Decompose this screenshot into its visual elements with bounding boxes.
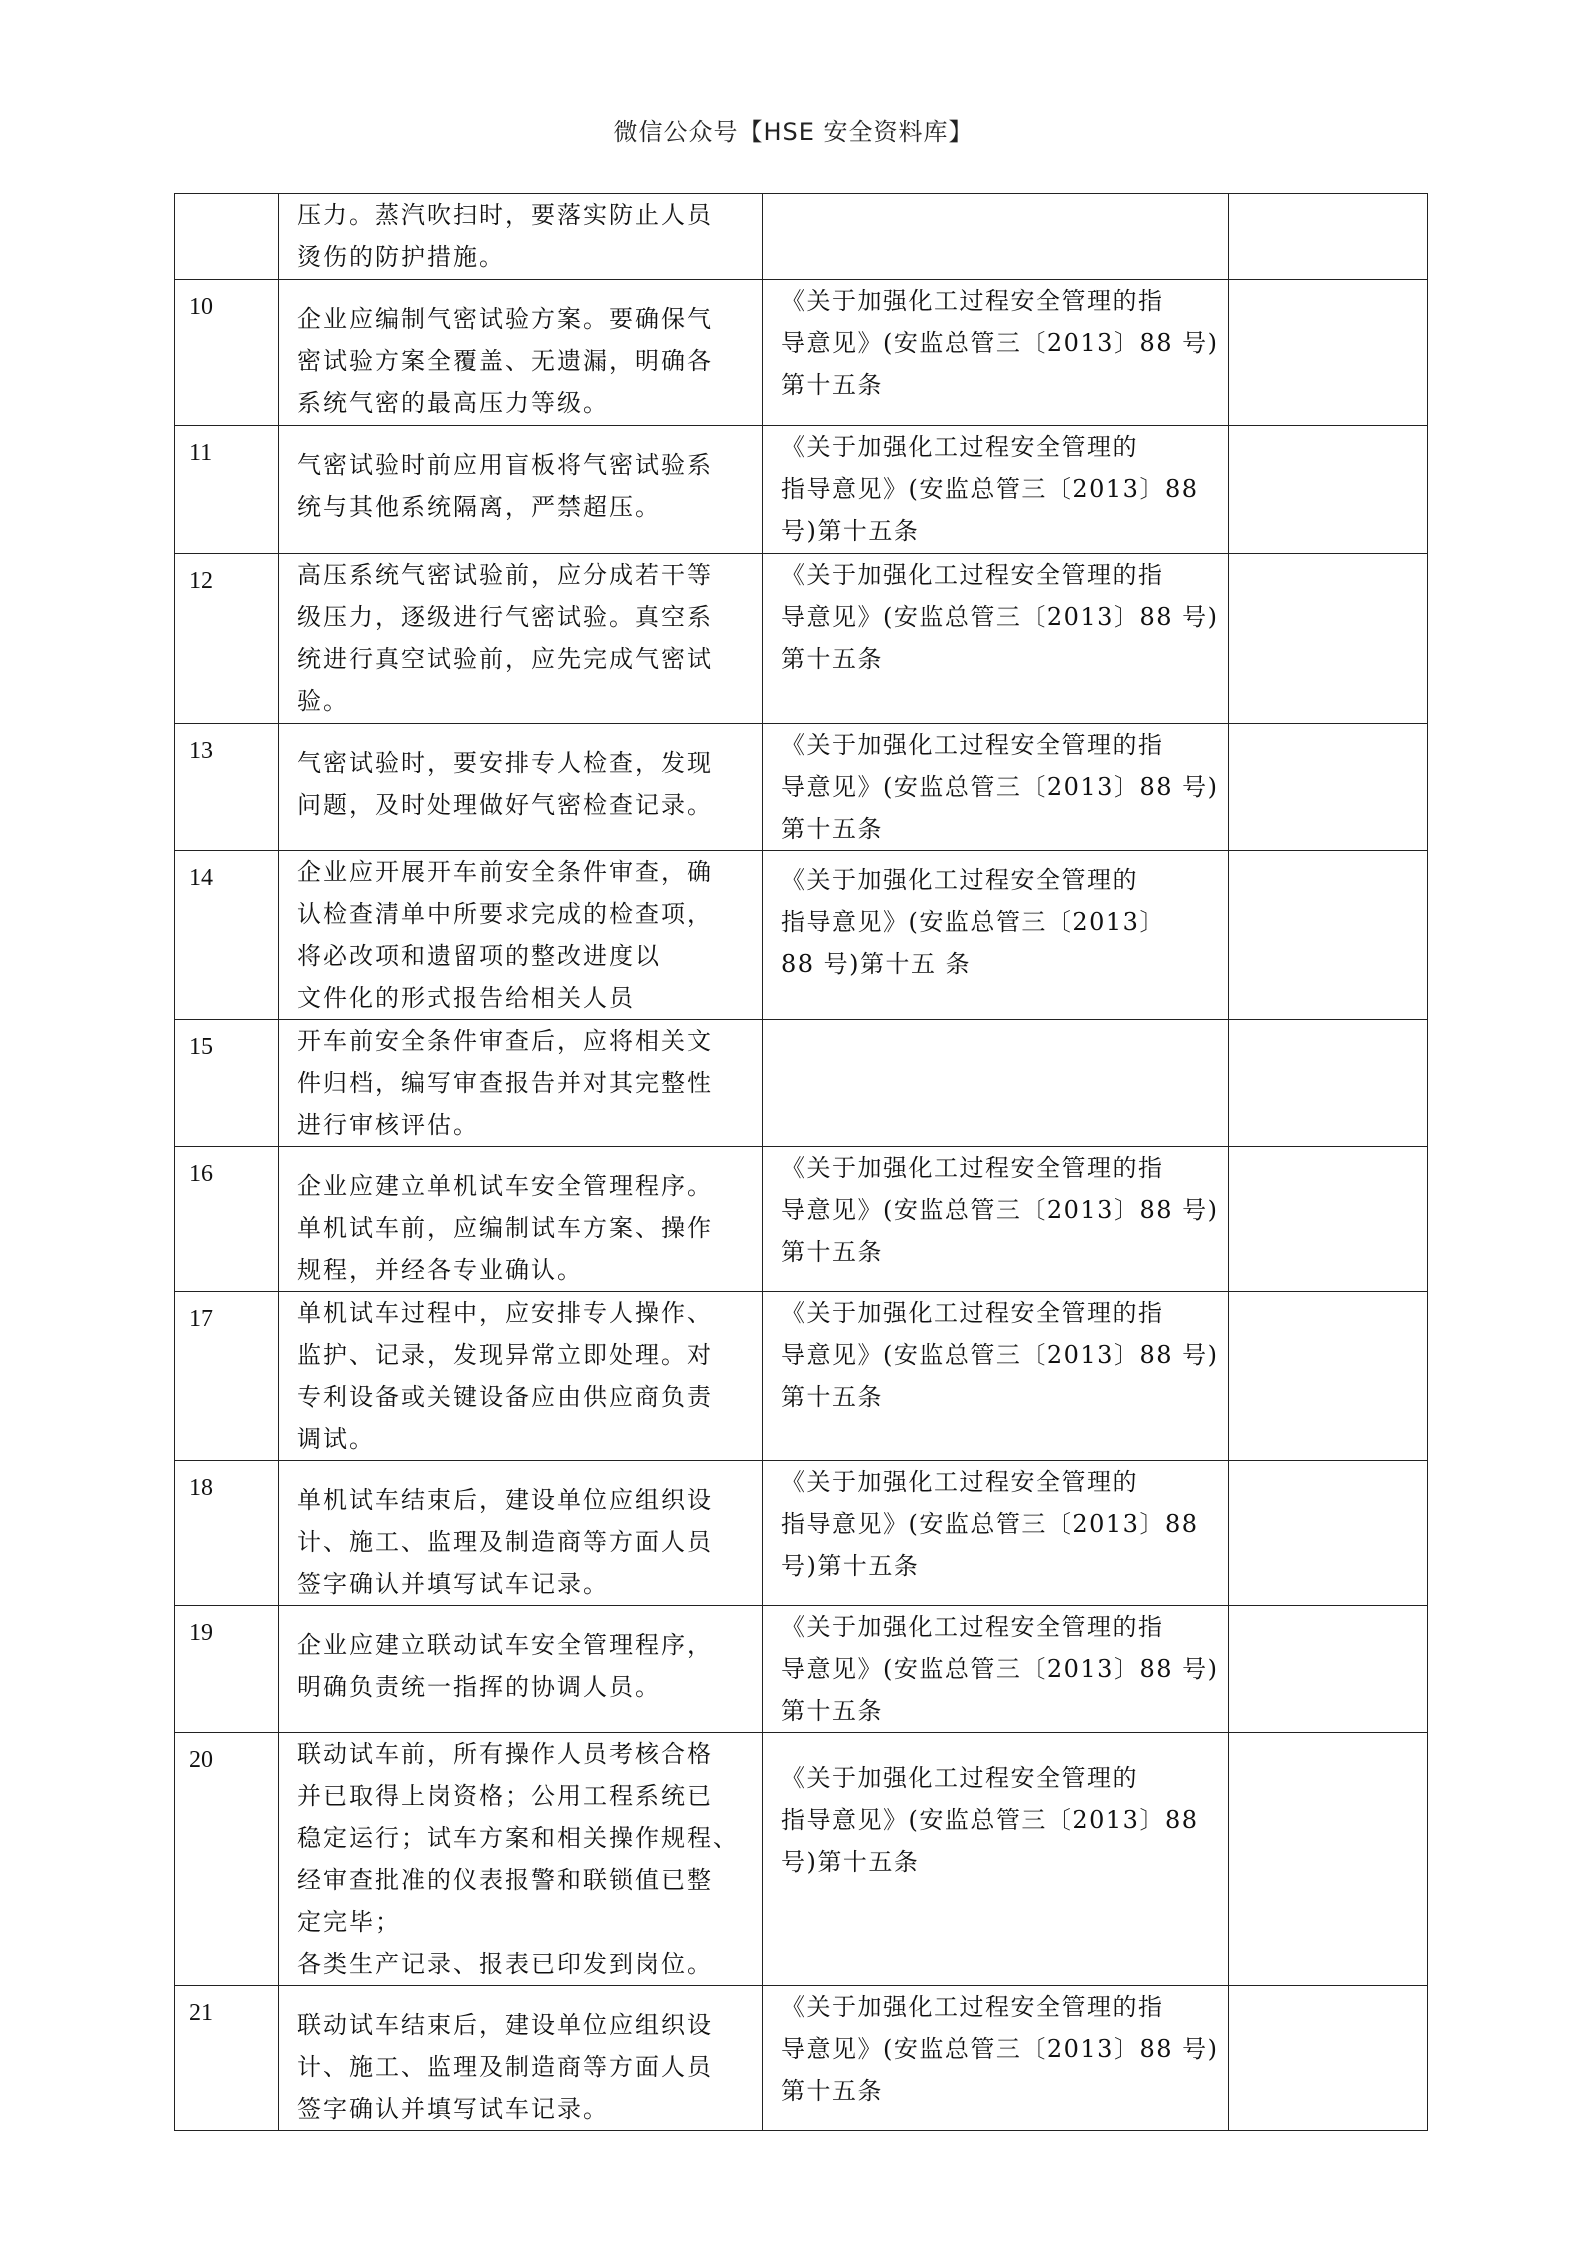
- basis-line: 《关于加强化工过程安全管理的指: [781, 561, 1164, 589]
- requirement-line: 稳定运行；试车方案和相关操作规程、: [297, 1824, 739, 1852]
- requirement-line: 件归档，编写审查报告并对其完整性: [297, 1069, 713, 1097]
- item-number: 18: [175, 1461, 279, 1606]
- remarks-cell: [1229, 1292, 1428, 1461]
- item-number: 15: [175, 1020, 279, 1147]
- requirement-line: 计、施工、监理及制造商等方面人员: [297, 2053, 713, 2081]
- requirement-cell: [279, 851, 763, 1020]
- checklist-table: [174, 193, 1428, 2131]
- requirement-cell: [279, 1147, 763, 1292]
- basis-cell: [763, 1606, 1229, 1733]
- requirement-line: 监护、记录，发现异常立即处理。对: [297, 1341, 713, 1369]
- basis-cell: [763, 280, 1229, 426]
- requirement-line: 系统气密的最高压力等级。: [297, 389, 609, 417]
- basis-line: 导意见》(安监总管三〔2013〕88 号): [781, 1341, 1219, 1369]
- requirement-cell: [279, 426, 763, 554]
- table-row: [175, 426, 1428, 554]
- requirement-line: 认检查清单中所要求完成的检查项，: [297, 900, 713, 928]
- requirement-line: 文件化的形式报告给相关人员: [297, 984, 635, 1012]
- basis-line: 指导意见》(安监总管三〔2013〕88: [781, 1510, 1199, 1538]
- requirement-line: 规程，并经各专业确认。: [297, 1256, 583, 1284]
- remarks-cell: [1229, 554, 1428, 724]
- requirement-line: 密试验方案全覆盖、无遗漏，明确各: [297, 347, 713, 375]
- basis-line: 导意见》(安监总管三〔2013〕88 号): [781, 773, 1219, 801]
- requirement-line: 企业应编制气密试验方案。要确保气: [297, 305, 713, 333]
- remarks-cell: [1229, 280, 1428, 426]
- basis-line: 第十五条: [781, 815, 883, 843]
- remarks-cell: [1229, 1020, 1428, 1147]
- requirement-cell: [279, 1020, 763, 1147]
- basis-line: 号)第十五条: [781, 1848, 920, 1876]
- item-number: 21: [175, 1986, 279, 2131]
- table-row: [175, 554, 1428, 724]
- basis-line: 第十五条: [781, 1697, 883, 1725]
- requirement-line: 联动试车前，所有操作人员考核合格: [297, 1740, 713, 1768]
- requirement-cell: [279, 1733, 763, 1986]
- basis-cell: [763, 851, 1229, 1020]
- item-number: [175, 194, 279, 280]
- basis-line: 《关于加强化工过程安全管理的指: [781, 1613, 1164, 1641]
- basis-line: 指导意见》(安监总管三〔2013〕88: [781, 1806, 1199, 1834]
- requirement-line: 气密试验时，要安排专人检查，发现: [297, 749, 713, 777]
- basis-line: 指导意见》(安监总管三〔2013〕88: [781, 475, 1199, 503]
- remarks-cell: [1229, 724, 1428, 851]
- requirement-line: 单机试车前，应编制试车方案、操作: [297, 1214, 713, 1242]
- table-row: [175, 1147, 1428, 1292]
- basis-line: 号)第十五条: [781, 517, 920, 545]
- requirement-line: 签字确认并填写试车记录。: [297, 1570, 609, 1598]
- requirement-line: 调试。: [297, 1425, 375, 1453]
- remarks-cell: [1229, 1733, 1428, 1986]
- basis-line: 导意见》(安监总管三〔2013〕88 号): [781, 2035, 1219, 2063]
- item-number: 10: [175, 280, 279, 426]
- basis-line: 《关于加强化工过程安全管理的指: [781, 731, 1164, 759]
- requirement-cell: [279, 554, 763, 724]
- table-row: [175, 724, 1428, 851]
- requirement-cell: [279, 194, 763, 280]
- basis-line: 88 号)第十五 条: [781, 950, 972, 978]
- requirement-line: 开车前安全条件审查后，应将相关文: [297, 1027, 713, 1055]
- basis-cell: [763, 1292, 1229, 1461]
- basis-line: 《关于加强化工过程安全管理的: [781, 1468, 1138, 1496]
- requirement-line: 问题，及时处理做好气密检查记录。: [297, 791, 713, 819]
- requirement-line: 联动试车结束后，建设单位应组织设: [297, 2011, 713, 2039]
- remarks-cell: [1229, 1147, 1428, 1292]
- requirement-line: 专利设备或关键设备应由供应商负责: [297, 1383, 713, 1411]
- item-number: 12: [175, 554, 279, 724]
- basis-line: 《关于加强化工过程安全管理的指: [781, 1154, 1164, 1182]
- requirement-line: 并已取得上岗资格；公用工程系统已: [297, 1782, 713, 1810]
- basis-cell: [763, 1020, 1229, 1147]
- basis-line: 第十五条: [781, 1238, 883, 1266]
- item-number: 19: [175, 1606, 279, 1733]
- basis-line: 第十五条: [781, 645, 883, 673]
- table-row: [175, 1986, 1428, 2131]
- requirement-line: 级压力，逐级进行气密试验。真空系: [297, 603, 713, 631]
- remarks-cell: [1229, 194, 1428, 280]
- requirement-cell: [279, 1461, 763, 1606]
- table-row: [175, 1461, 1428, 1606]
- requirement-cell: [279, 280, 763, 426]
- basis-line: 《关于加强化工过程安全管理的指: [781, 1993, 1164, 2021]
- basis-line: 号)第十五条: [781, 1552, 920, 1580]
- basis-line: 《关于加强化工过程安全管理的指: [781, 1299, 1164, 1327]
- table-row: [175, 851, 1428, 1020]
- basis-line: 导意见》(安监总管三〔2013〕88 号): [781, 329, 1219, 357]
- requirement-line: 各类生产记录、报表已印发到岗位。: [297, 1950, 713, 1978]
- requirement-line: 单机试车结束后，建设单位应组织设: [297, 1486, 713, 1514]
- requirement-line: 企业应建立单机试车安全管理程序。: [297, 1172, 713, 1200]
- item-number: 20: [175, 1733, 279, 1986]
- table-row: [175, 1733, 1428, 1986]
- requirement-line: 单机试车过程中，应安排专人操作、: [297, 1299, 713, 1327]
- basis-cell: [763, 1147, 1229, 1292]
- table-row: [175, 1606, 1428, 1733]
- basis-cell: [763, 194, 1229, 280]
- requirement-line: 计、施工、监理及制造商等方面人员: [297, 1528, 713, 1556]
- basis-line: 导意见》(安监总管三〔2013〕88 号): [781, 1196, 1219, 1224]
- requirement-line: 压力。蒸汽吹扫时，要落实防止人员: [297, 201, 713, 229]
- requirement-line: 高压系统气密试验前，应分成若干等: [297, 561, 713, 589]
- basis-line: 第十五条: [781, 371, 883, 399]
- basis-line: 《关于加强化工过程安全管理的指: [781, 287, 1164, 315]
- item-number: 16: [175, 1147, 279, 1292]
- requirement-line: 烫伤的防护措施。: [297, 243, 505, 271]
- basis-line: 导意见》(安监总管三〔2013〕88 号): [781, 603, 1219, 631]
- basis-cell: [763, 426, 1229, 554]
- table-row: [175, 194, 1428, 280]
- requirement-cell: [279, 1606, 763, 1733]
- requirement-line: 企业应开展开车前安全条件审查，确: [297, 858, 713, 886]
- requirement-cell: [279, 1292, 763, 1461]
- basis-cell: [763, 1461, 1229, 1606]
- requirement-line: 明确负责统一指挥的协调人员。: [297, 1673, 661, 1701]
- requirement-line: 定完毕；: [297, 1908, 401, 1936]
- item-number: 14: [175, 851, 279, 1020]
- item-number: 11: [175, 426, 279, 554]
- remarks-cell: [1229, 426, 1428, 554]
- basis-cell: [763, 1986, 1229, 2131]
- item-number: 17: [175, 1292, 279, 1461]
- basis-line: 《关于加强化工过程安全管理的: [781, 1764, 1138, 1792]
- requirement-line: 统进行真空试验前，应先完成气密试: [297, 645, 713, 673]
- page-header: 微信公众号【HSE 安全资料库】: [613, 118, 974, 146]
- basis-cell: [763, 554, 1229, 724]
- requirement-line: 签字确认并填写试车记录。: [297, 2095, 609, 2123]
- requirement-line: 经审查批准的仪表报警和联锁值已整: [297, 1866, 713, 1894]
- remarks-cell: [1229, 1986, 1428, 2131]
- basis-line: 导意见》(安监总管三〔2013〕88 号): [781, 1655, 1219, 1683]
- requirement-line: 统与其他系统隔离，严禁超压。: [297, 493, 661, 521]
- remarks-cell: [1229, 851, 1428, 1020]
- requirement-line: 气密试验时前应用盲板将气密试验系: [297, 451, 713, 479]
- requirement-line: 进行审核评估。: [297, 1111, 479, 1139]
- basis-line: 第十五条: [781, 2077, 883, 2105]
- requirement-line: 将必改项和遗留项的整改进度以: [297, 942, 661, 970]
- item-number: 13: [175, 724, 279, 851]
- basis-cell: [763, 724, 1229, 851]
- basis-line: 《关于加强化工过程安全管理的: [781, 866, 1138, 894]
- table-row: [175, 1292, 1428, 1461]
- remarks-cell: [1229, 1606, 1428, 1733]
- table-row: [175, 280, 1428, 426]
- requirement-cell: [279, 724, 763, 851]
- basis-line: 指导意见》(安监总管三〔2013〕: [781, 908, 1165, 936]
- requirement-cell: [279, 1986, 763, 2131]
- checklist-table-body: [175, 194, 1428, 2131]
- basis-cell: [763, 1733, 1229, 1986]
- remarks-cell: [1229, 1461, 1428, 1606]
- requirement-line: 验。: [297, 687, 349, 715]
- basis-line: 《关于加强化工过程安全管理的: [781, 433, 1138, 461]
- basis-line: 第十五条: [781, 1383, 883, 1411]
- table-row: [175, 1020, 1428, 1147]
- requirement-line: 企业应建立联动试车安全管理程序，: [297, 1631, 713, 1659]
